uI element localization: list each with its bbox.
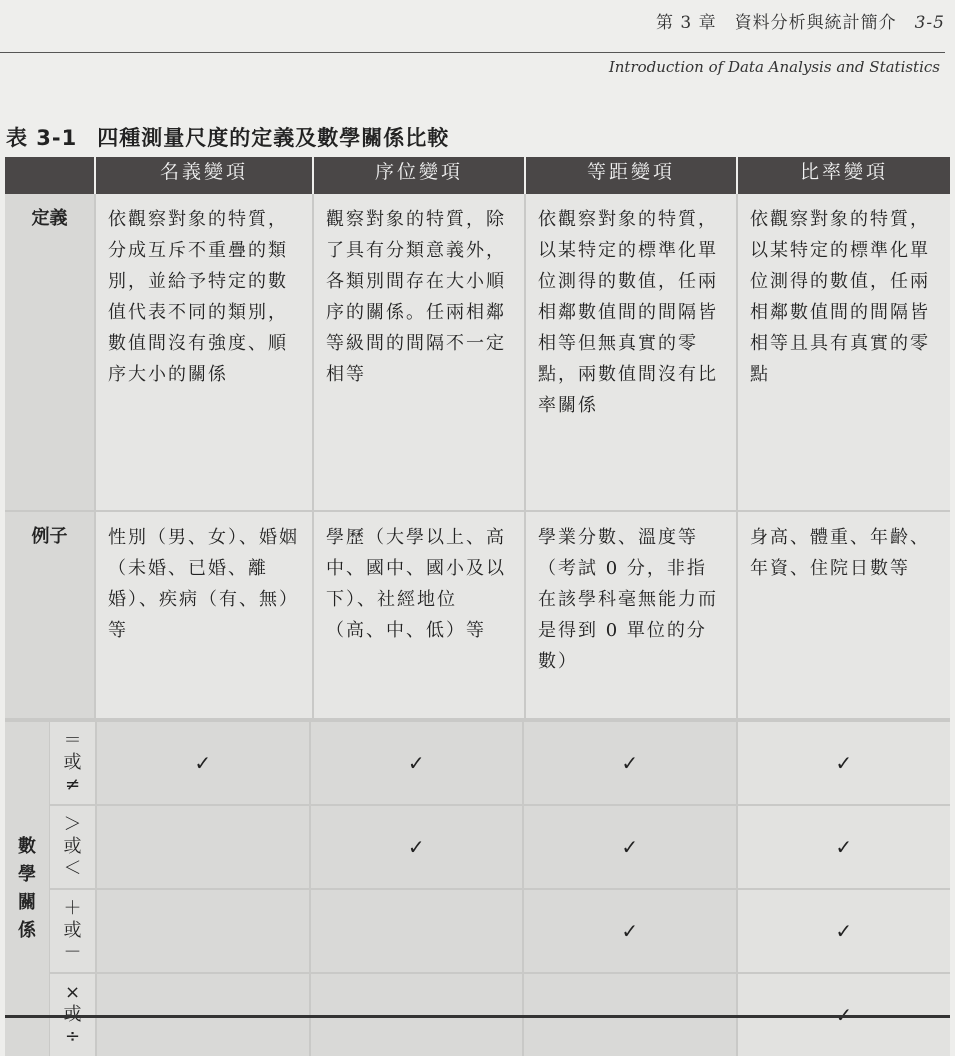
example-nominal: 性別（男、女）、婚姻（未婚、已婚、離婚）、疾病（有、無）等	[95, 511, 313, 719]
check-equal-ratio: ✓	[737, 721, 951, 805]
math-label: 數學關係	[18, 836, 36, 941]
row-header-math	[5, 721, 50, 1056]
math-checks-cell	[95, 719, 950, 1056]
row-header-definition: 定義	[5, 194, 95, 511]
check-compare-ordinal: ✓	[310, 805, 524, 889]
corner-cell	[5, 157, 95, 194]
check-compare-interval: ✓	[523, 805, 737, 889]
check-equal-ordinal: ✓	[310, 721, 524, 805]
definition-interval: 依觀察對象的特質，以某特定的標準化單位測得的數值，任兩相鄰數值間的間隔皆相等但無真實的零點，兩數值間沒有比率關係	[525, 194, 737, 511]
definition-ratio: 依觀察對象的特質，以某特定的標準化單位測得的數值，任兩相鄰數值間的間隔皆相等且具有真實的零點	[737, 194, 950, 511]
column-header-ordinal: 序位變項	[313, 157, 525, 194]
check-add-interval: ✓	[523, 889, 737, 973]
example-ordinal: 學歷（大學以上、高中、國中、國小及以下）、社經地位（高、中、低）等	[313, 511, 525, 719]
symbol-multiply: × ÷	[50, 973, 96, 1056]
table-header-row	[5, 157, 950, 194]
running-header	[0, 8, 945, 33]
page-number: 3-5	[914, 13, 945, 33]
example-interval: 學業分數、溫度等（考試 0 分，非指在該學科毫無能力而是得到 0 單位的分數）	[525, 511, 737, 719]
definition-row	[5, 194, 950, 511]
check-add-nominal	[96, 889, 310, 973]
math-header-inner	[5, 720, 95, 1056]
definition-nominal: 依觀察對象的特質，分成互斥不重疊的類別，並給予特定的數值代表不同的類別，數值間沒有強度、順序大小的關係	[95, 194, 313, 511]
symbol-equal: ＝或≠	[50, 721, 96, 805]
check-equal-interval: ✓	[523, 721, 737, 805]
math-row-equal	[5, 719, 950, 1056]
chapter-title: 第 3 章 資料分析與統計簡介	[655, 13, 897, 33]
table-number: 表 3-1	[6, 126, 78, 150]
check-equal-nominal: ✓	[96, 721, 310, 805]
check-compare-ratio: ✓	[737, 805, 951, 889]
bottom-rule	[5, 1015, 950, 1018]
row-header-example: 例子	[5, 511, 95, 719]
math-checks-inner	[95, 720, 950, 1056]
check-add-ratio: ✓	[737, 889, 951, 973]
definition-ordinal: 觀察對象的特質，除了具有分類意義外，各類別間存在大小順序的關係。任兩相鄰等級間的間隔不一定相等	[313, 194, 525, 511]
column-header-nominal: 名義變項	[95, 157, 313, 194]
symbol-add: ＋或－	[50, 889, 96, 973]
measurement-scale-table	[5, 157, 950, 1056]
example-ratio: 身高、體重、年齡、年資、住院日數等	[737, 511, 950, 719]
check-add-ordinal	[310, 889, 524, 973]
example-row	[5, 511, 950, 719]
column-header-ratio: 比率變項	[737, 157, 950, 194]
check-compare-nominal	[96, 805, 310, 889]
header-subtitle: Introduction of Data Analysis and Statistics	[608, 58, 940, 76]
header-rule	[0, 52, 945, 53]
table-title: 四種測量尺度的定義及數學關係比較	[97, 126, 450, 150]
symbol-compare: ＞或＜	[50, 805, 96, 889]
table-caption	[6, 122, 449, 152]
column-header-interval: 等距變項	[525, 157, 737, 194]
math-header-cell	[5, 719, 95, 1056]
